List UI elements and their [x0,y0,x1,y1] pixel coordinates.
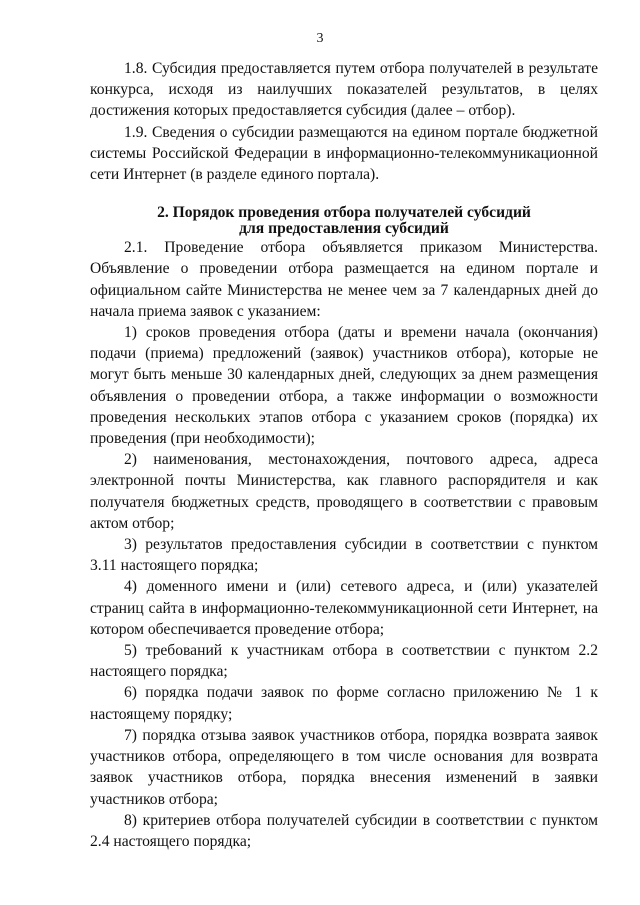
section-spacer [90,185,598,205]
list-item-8: 8) критериев отбора получателей субсидии в соответствии с пунктом 2.4 настоящего порядка; [90,811,598,850]
section-heading-line-1: 2. Порядок проведения отбора получателей субсидий [157,204,531,222]
list-item-5: 5) требований к участникам отбора в соответствии с пунктом 2.2 настоящего порядка; [90,642,598,681]
document-body [90,58,598,852]
list-item-4: 4) доменного имени и (или) сетевого адреса, и (или) указателей страниц сайта в информационно-телекоммуникационной сети Интернет, на котором обеспечивается проведение отбора; [90,578,598,638]
page-number: 3 [316,31,324,46]
paragraph-2-1: 2.1. Проведение отбора объявляется приказом Министерства. Объявление о проведении отбора размещается на едином портале и официальном сайте Министерства не менее чем за 7 календарных дней до начала приема заявок с указанием: [90,239,598,320]
section-heading-line-2: для предоставления субсидий [239,220,449,238]
paragraph-1-8: 1.8. Субсидия предоставляется путем отбора получателей в результате конкурса, исходя из наилучших показателей результатов, в целях достижения которых предоставляется субсидия (далее – отбор). [90,60,598,120]
list-item-2: 2) наименования, местонахождения, почтового адреса, адреса электронной почты Министерства, как главного распорядителя и как получателя бюджетных средств, проводящего в соответствии с правовым актом отбор; [90,451,598,532]
list-item-6: 6) порядка подачи заявок по форме согласно приложению № 1 к настоящему порядку; [90,684,598,723]
list-item-1: 1) сроков проведения отбора (даты и времени начала (окончания) подачи (приема) предложений (заявок) участников отбора), которые не могут быть меньше 30 календарных дней, следующих за днем размещения объявления о проведении отбора, а также информации о возможности проведения нескольких этапов отбора с указанием сроков (порядка) их проведения (при необходимости); [90,324,598,448]
list-item-7: 7) порядка отзыва заявок участников отбора, порядка возврата заявок участников отбора, определяющего в том числе основания для возврата заявок участников отбора, порядка внесения изменений в заявки участников отбора; [90,726,598,808]
list-item-3: 3) результатов предоставления субсидии в соответствии с пунктом 3.11 настоящего порядка; [90,536,598,575]
paragraph-1-9: 1.9. Сведения о субсидии размещаются на едином портале бюджетной системы Российской Федерации в информационно-телекоммуникационной сети Интернет (в разделе единого портала). [90,123,598,184]
